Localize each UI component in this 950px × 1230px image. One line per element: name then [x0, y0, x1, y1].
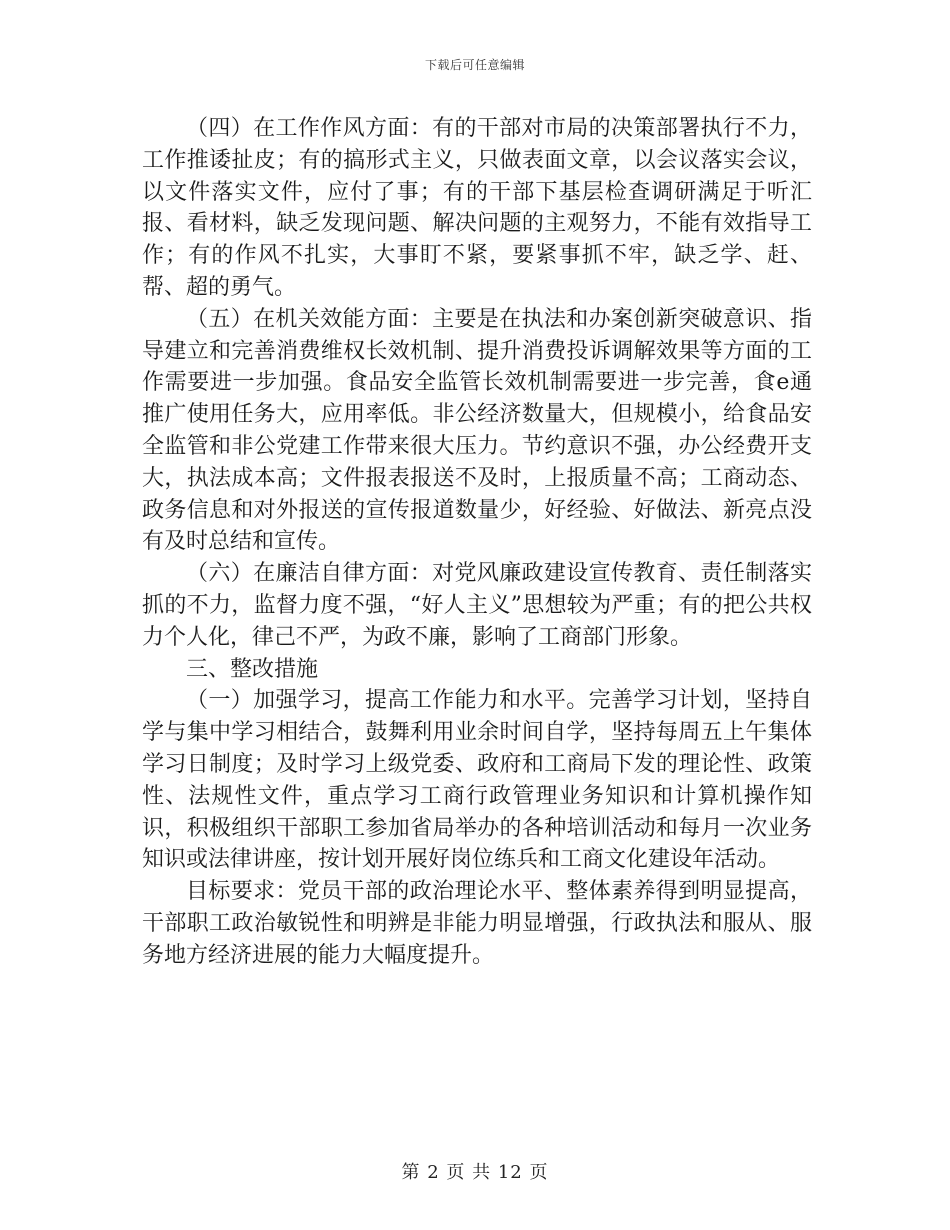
- paragraph-target-requirements: 目标要求：党员干部的政治理论水平、整体素养得到明显提高，干部职工政治敏锐性和明辨是非能力明显增强，行政执法和服从、服务地方经济进展的能力大幅度提升。: [142, 879, 812, 968]
- header-note: 下载后可任意编辑: [424, 58, 525, 72]
- page-number: 第 2 页 共 12 页: [401, 1162, 549, 1183]
- paragraph-office-efficiency: （五）在机关效能方面：主要是在执法和办案创新突破意识、指导建立和完善消费维权长效机制、提升消费投诉调解效果等方面的工作需要进一步加强。食品安全监管长效机制需要进一步完善，食e通推广使用任务大，应用率低。非公经济数量大，但规模小，给食品安全监管和非公党建工作带来很大压力。节约意识不强，办公经费开支大，执法成本高；文件报表报送不及时，上报质量不高；工商动态、政务信息和对外报送的宣传报道数量少，好经验、好做法、新亮点没有及时总结和宣传。: [142, 306, 812, 555]
- section-heading-rectification: 三、整改措施: [186, 656, 319, 682]
- paragraph-integrity: （六）在廉洁自律方面：对党风廉政建设宣传教育、责任制落实抓的不力，监督力度不强，“好人主义”思想较为严重；有的把公共权力个人化，律己不严，为政不廉，影响了工商部门形象。: [142, 561, 812, 650]
- paragraph-work-style: （四）在工作作风方面：有的干部对市局的决策部署执行不力，工作推诿扯皮；有的搞形式主义，只做表面文章，以会议落实会议，以文件落实文件，应付了事；有的干部下基层检查调研满足于听汇报、看材料，缺乏发现问题、解决问题的主观努力，不能有效指导工作；有的作风不扎实，大事盯不紧，要紧事抓不牢，缺乏学、赶、帮、超的勇气。: [142, 116, 812, 300]
- document-body: [142, 113, 812, 972]
- paragraph-strengthen-learning: （一）加强学习，提高工作能力和水平。完善学习计划，坚持自学与集中学习相结合，鼓舞利用业余时间自学，坚持每周五上午集体学习日制度；及时学习上级党委、政府和工商局下发的理论性、政策性、法规性文件，重点学习工商行政管理业务知识和计算机操作知识，积极组织干部职工参加省局举办的各种培训活动和每月一次业务知识或法律讲座，按计划开展好岗位练兵和工商文化建设年活动。: [142, 688, 812, 873]
